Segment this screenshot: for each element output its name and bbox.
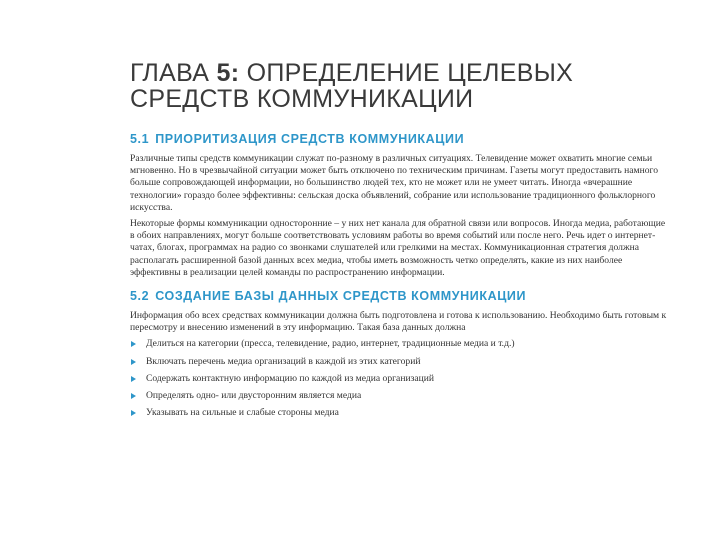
- triangle-bullet-icon: [131, 341, 136, 347]
- list-item: Указывать на сильные и слабые стороны медиа: [130, 407, 670, 419]
- paragraph: Некоторые формы коммуникации односторонние – у них нет канала для обратной связи или вопросов. Иногда медиа, работающие в обоих направлениях, могут больше соответствовать условиям работы во время событий или после него. Речь идет о интернет-чатах, блогах, программах на радио со звонками слушателей или грелкими на местах. Коммуникационная стратегия должна располагать расширенной базой данных всех медиа, чтобы иметь возможность четко определять, какие из них наиболее эффективны в реализации целей команды по распространению информации.: [130, 218, 666, 278]
- section-title: ПРИОРИТИЗАЦИЯ СРЕДСТВ КОММУНИКАЦИИ: [155, 132, 465, 146]
- triangle-bullet-icon: [131, 376, 136, 382]
- triangle-bullet-icon: [131, 410, 136, 416]
- list-item: Делиться на категории (пресса, телевидение, радио, интернет, традиционные медиа и т.д.): [130, 338, 670, 350]
- section-heading-5-2: [130, 289, 670, 304]
- chapter-title: [130, 60, 670, 112]
- section-number: 5.1: [130, 132, 150, 146]
- bullet-list: [130, 338, 670, 419]
- list-item: Определять одно- или двусторонним является медиа: [130, 390, 670, 402]
- section-title: СОЗДАНИЕ БАЗЫ ДАННЫХ СРЕДСТВ КОММУНИКАЦИИ: [155, 289, 527, 304]
- chapter-number: 5:: [216, 59, 240, 87]
- chapter-title-line2: СРЕДСТВ КОММУНИКАЦИИ: [130, 85, 474, 113]
- list-item: Включать перечень медиа организаций в каждой из этих категорий: [130, 356, 670, 368]
- triangle-bullet-icon: [131, 393, 136, 399]
- chapter-title-line1: ОПРЕДЕЛЕНИЕ ЦЕЛЕВЫХ: [239, 59, 574, 87]
- list-item: Содержать контактную информацию по каждой из медиа организаций: [130, 373, 670, 385]
- triangle-bullet-icon: [131, 359, 136, 365]
- paragraph: Информация обо всех средствах коммуникации должна быть подготовлена и готова к использованию. Необходимо быть готовым к пересмотру и внесению изменений в эту информацию. Такая база данных должна: [130, 310, 667, 334]
- paragraph: Различные типы средств коммуникации служат по-разному в различных ситуациях. Телевидение может охватить многие семьи мгновенно. Но в чрезвычайной ситуации может быть отключено по техническим причинам. Газеты могут предоставить намного больше сопровождающей информации, но большинство людей тех, кто не может или не умеет читать. Иногда «вчерашние технологии» гораздо более эффективны: сельская доска объявлений, собрание или использование традиционного фольклорного искусства.: [130, 153, 659, 213]
- document-page: [130, 60, 670, 424]
- section-number: 5.2: [130, 289, 150, 304]
- section-heading-5-1: [130, 132, 670, 147]
- chapter-prefix: ГЛАВА: [130, 59, 217, 87]
